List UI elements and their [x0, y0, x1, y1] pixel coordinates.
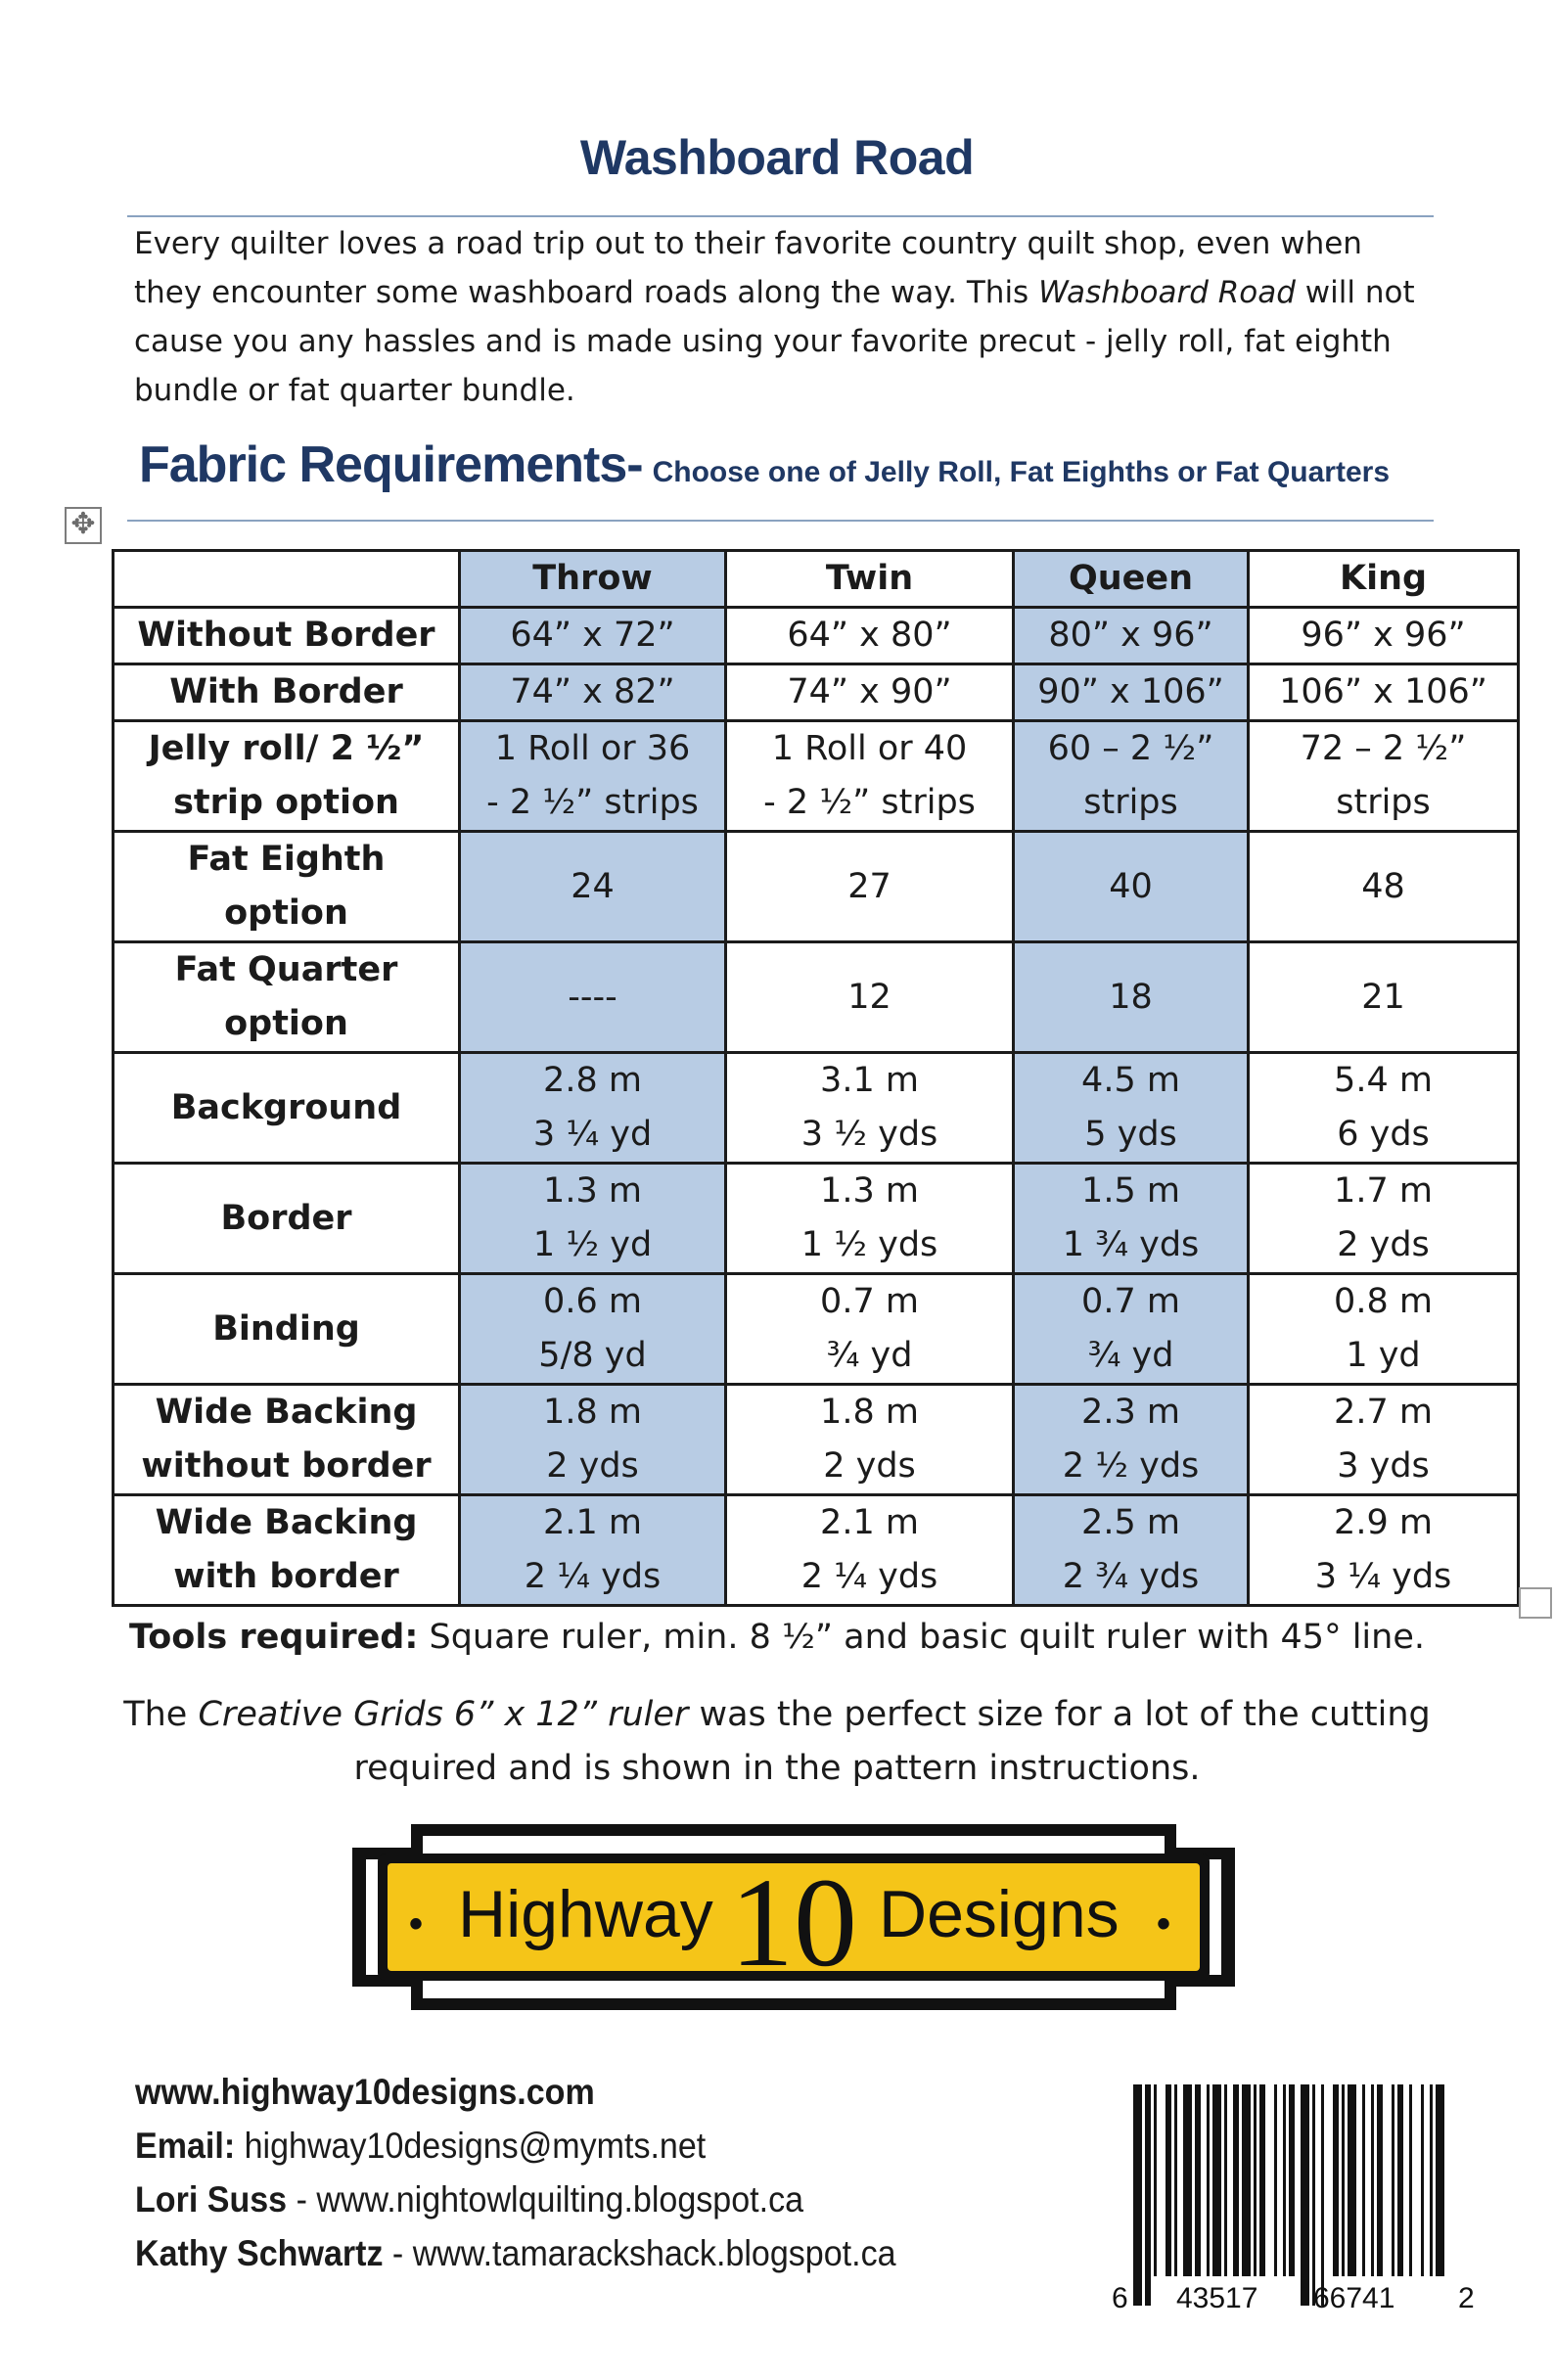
cell-line: 1 Roll or 36 [494, 729, 691, 768]
barcode-bar [1166, 2084, 1171, 2276]
row-header [114, 1164, 460, 1274]
row-header-line: with border [173, 1557, 399, 1596]
table-corner-cell [114, 551, 460, 608]
barcode-bar [1342, 2084, 1345, 2276]
table-row [114, 608, 1519, 664]
ruler-note-post: was the perfect size for a lot of the cutting required and is shown in the pattern instructions. [353, 1695, 1431, 1788]
logo-bullet-left: • [409, 1902, 424, 1945]
upc-barcode [1106, 2081, 1478, 2315]
table-cell [1249, 832, 1519, 942]
row-header-line: Wide Backing [155, 1393, 418, 1432]
barcode-bar [1259, 2084, 1265, 2276]
row-header-line: With Border [169, 672, 403, 711]
column-header-twin: Twin [726, 551, 1014, 608]
cell-line: 1.3 m [820, 1171, 919, 1211]
fabric-heading-underline [127, 520, 1434, 522]
cell-line: 18 [1109, 977, 1153, 1017]
cell-line: - 2 ½” strips [486, 783, 699, 822]
column-header-throw: Throw [460, 551, 726, 608]
logo-highway: Highway [458, 1877, 713, 1951]
cell-line: 74” x 90” [787, 672, 952, 711]
barcode-bar [1312, 2084, 1315, 2306]
email-label: Email: [135, 2126, 236, 2166]
barcode-bar [1397, 2084, 1403, 2276]
row-header-line: Fat Eighth [187, 840, 386, 879]
row-header [114, 1385, 460, 1495]
ruler-note-italic: Creative Grids 6” x 12” ruler [198, 1695, 689, 1734]
table-cell [460, 721, 726, 832]
title-underline [127, 215, 1434, 217]
cell-line: 72 – 2 ½” [1300, 729, 1467, 768]
cell-line: 48 [1361, 866, 1405, 906]
table-cell [726, 1274, 1014, 1385]
cell-line: 2 ¾ yds [1062, 1557, 1200, 1596]
cell-line: 5.4 m [1334, 1061, 1433, 1100]
cell-line: 2.1 m [543, 1503, 642, 1542]
table-cell [460, 608, 726, 664]
cell-line: 1.5 m [1081, 1171, 1180, 1211]
barcode-digits-right: 66741 [1313, 2282, 1395, 2314]
lori-site[interactable]: - www.nightowlquilting.blogspot.ca [287, 2179, 804, 2220]
table-cell [1014, 721, 1249, 832]
cell-line: 2 yds [1337, 1225, 1430, 1264]
table-header-row [114, 551, 1519, 608]
table-row [114, 1053, 1519, 1164]
barcode-bar [1145, 2084, 1151, 2306]
cell-line: 2 yds [823, 1446, 916, 1486]
table-cell [726, 1495, 1014, 1606]
cell-line: 2.8 m [543, 1061, 642, 1100]
cell-line: 106” x 106” [1279, 672, 1487, 711]
cell-line: 3 yds [1337, 1446, 1430, 1486]
barcode-bar [1242, 2084, 1251, 2276]
barcode-bar [1212, 2084, 1221, 2276]
cell-line: 5 yds [1084, 1115, 1177, 1154]
table-cell [1249, 1274, 1519, 1385]
table-cell [460, 664, 726, 721]
barcode-bar [1377, 2084, 1383, 2276]
cell-line: 2 yds [546, 1446, 639, 1486]
cell-line: 4.5 m [1081, 1061, 1180, 1100]
fabric-requirements-heading [139, 435, 1440, 494]
table-cell [726, 1164, 1014, 1274]
cell-line: 1 ¾ yds [1062, 1225, 1200, 1264]
intro-text-1: Every quilter loves a road trip out to their favorite country quilt shop, even when they encounter some washboard roads along the way. This [134, 226, 1362, 310]
cell-line: 6 yds [1337, 1115, 1430, 1154]
table-cell [726, 721, 1014, 832]
cell-line: 2 ¼ yds [524, 1557, 662, 1596]
logo-designs: Designs [879, 1877, 1120, 1951]
table-row [114, 942, 1519, 1053]
table-cell [1249, 942, 1519, 1053]
website-link[interactable]: www.highway10designs.com [135, 2072, 595, 2112]
table-cell [1249, 1053, 1519, 1164]
barcode-bar [1274, 2084, 1277, 2276]
barcode-bar [1195, 2084, 1201, 2276]
table-cell [1014, 1495, 1249, 1606]
cell-line: 40 [1109, 866, 1153, 906]
table-row [114, 1385, 1519, 1495]
kathy-line [135, 2226, 945, 2280]
row-header [114, 1274, 460, 1385]
fabric-requirements-table [112, 549, 1520, 1607]
table-row [114, 1495, 1519, 1606]
table-cell [726, 1385, 1014, 1495]
cell-line: 60 – 2 ½” [1047, 729, 1214, 768]
row-header-line: Jelly roll/ 2 ½” [148, 729, 425, 768]
table-cell [1014, 942, 1249, 1053]
barcode-bar [1421, 2084, 1424, 2276]
cell-line: 1 yd [1346, 1336, 1421, 1375]
barcode-bar [1348, 2084, 1356, 2276]
table-cell [1249, 1164, 1519, 1274]
cell-line: 90” x 106” [1037, 672, 1224, 711]
barcode-bar [1174, 2084, 1177, 2276]
cell-line: 1.7 m [1334, 1171, 1433, 1211]
cell-line: 2 ½ yds [1062, 1446, 1200, 1486]
cell-line: 0.8 m [1334, 1282, 1433, 1321]
cell-line: 2 ¼ yds [800, 1557, 938, 1596]
contact-info [135, 2065, 945, 2280]
table-cell [1014, 664, 1249, 721]
table-cell [726, 942, 1014, 1053]
barcode-bar [1409, 2084, 1412, 2276]
barcode-bar [1362, 2084, 1365, 2276]
cell-line: 2.9 m [1334, 1503, 1433, 1542]
table-cell [460, 1053, 726, 1164]
table-cell [1014, 1385, 1249, 1495]
barcode-bar [1154, 2084, 1157, 2276]
cell-line: 64” x 80” [787, 616, 952, 655]
cell-line: 5/8 yd [538, 1336, 647, 1375]
cell-line: ¾ yd [826, 1336, 913, 1375]
barcode-bar [1333, 2084, 1339, 2276]
kathy-name: Kathy Schwartz [135, 2233, 384, 2273]
logo-number: 10 [730, 1853, 857, 1993]
cell-line: 1.8 m [543, 1393, 642, 1432]
cell-line: 1.3 m [543, 1171, 642, 1211]
lori-line [135, 2173, 945, 2226]
tools-text: Square ruler, min. 8 ½” and basic quilt ruler with 45° line. [418, 1618, 1425, 1657]
row-header-line: without border [141, 1446, 432, 1486]
barcode-bar [1207, 2084, 1210, 2276]
cell-line: 3 ¼ yds [1314, 1557, 1452, 1596]
cell-line: 3 ¼ yd [532, 1115, 653, 1154]
row-header [114, 664, 460, 721]
cell-line: 0.6 m [543, 1282, 642, 1321]
cell-line: 21 [1361, 977, 1405, 1017]
tools-label: Tools required: [129, 1618, 419, 1657]
cell-line: 1 ½ yd [532, 1225, 653, 1264]
barcode-bar [1301, 2084, 1309, 2306]
table-cell [1014, 1053, 1249, 1164]
website-line [135, 2065, 945, 2119]
table-cell [1249, 608, 1519, 664]
lori-name: Lori Suss [135, 2179, 288, 2220]
barcode-bars [1133, 2084, 1444, 2306]
row-header [114, 721, 460, 832]
barcode-bar [1430, 2084, 1433, 2276]
fabric-heading-main: Fabric Requirements- [139, 436, 643, 493]
email-address[interactable]: highway10designs@mymts.net [235, 2126, 707, 2166]
kathy-site[interactable]: - www.tamarackshack.blogspot.ca [383, 2233, 896, 2273]
page-title: Washboard Road [579, 130, 975, 185]
cell-line: 12 [847, 977, 891, 1017]
table-cell [726, 608, 1014, 664]
row-header [114, 832, 460, 942]
table-cell [460, 832, 726, 942]
table-cell [1249, 1385, 1519, 1495]
table-cell [460, 1164, 726, 1274]
table-body [114, 608, 1519, 1606]
cell-line: 74” x 82” [510, 672, 675, 711]
table-move-handle-icon[interactable]: ✥ [65, 507, 102, 544]
intro-text-2: will not cause you any hassles and is made using your favorite precut - jelly roll, fat eighth bundle or fat quarter bundle. [134, 275, 1415, 408]
ruler-note-pre: The [123, 1695, 199, 1734]
email-line [135, 2119, 945, 2173]
intro-italic: Washboard Road [1038, 275, 1296, 310]
barcode-digits-left: 43517 [1176, 2282, 1258, 2314]
table-cell [1014, 1164, 1249, 1274]
table-cell [726, 832, 1014, 942]
tools-required [0, 1613, 1554, 1662]
table-row [114, 832, 1519, 942]
table-cell [1249, 721, 1519, 832]
row-header [114, 608, 460, 664]
row-header-line: Background [170, 1087, 402, 1127]
barcode-bar [1283, 2084, 1286, 2276]
row-header-line: Border [220, 1198, 352, 1238]
cell-line: ¾ yd [1087, 1336, 1174, 1375]
barcode-bar [1233, 2084, 1239, 2276]
fabric-heading-sub: Choose one of Jelly Roll, Fat Eighths or Fat Quarters [652, 456, 1391, 488]
barcode-bar [1183, 2084, 1192, 2276]
row-header-line: Without Border [137, 616, 435, 655]
cell-line: 2.1 m [820, 1503, 919, 1542]
table-row [114, 1164, 1519, 1274]
cell-line: 64” x 72” [510, 616, 675, 655]
cell-line: 3 ½ yds [800, 1115, 938, 1154]
row-header [114, 1053, 460, 1164]
barcode-bar [1254, 2084, 1257, 2276]
cell-line: 0.7 m [1081, 1282, 1180, 1321]
cell-line: 1 Roll or 40 [771, 729, 968, 768]
cell-line: 3.1 m [820, 1061, 919, 1100]
table-row [114, 721, 1519, 832]
table-cell [460, 1274, 726, 1385]
table-cell [726, 1053, 1014, 1164]
cell-line: 80” x 96” [1048, 616, 1213, 655]
barcode-bar [1133, 2084, 1142, 2306]
row-header-line: option [224, 893, 348, 933]
cell-line: 1.8 m [820, 1393, 919, 1432]
row-header-line: Binding [212, 1308, 360, 1349]
table-cell [1014, 832, 1249, 942]
table-header [114, 551, 1519, 608]
cell-line: 2.7 m [1334, 1393, 1433, 1432]
cell-line: 1 ½ yds [800, 1225, 938, 1264]
barcode-digit-first: 6 [1112, 2282, 1128, 2314]
cell-line: strips [1336, 783, 1431, 822]
barcode-bar [1392, 2084, 1394, 2276]
table-cell [460, 942, 726, 1053]
cell-line: strips [1083, 783, 1178, 822]
barcode-bar [1371, 2084, 1374, 2276]
logo-bullet-right: • [1157, 1902, 1171, 1945]
row-header [114, 942, 460, 1053]
table-cell [1249, 664, 1519, 721]
cell-line: 0.7 m [820, 1282, 919, 1321]
highway10-designs-logo [343, 1807, 1245, 2028]
table-cell [1014, 1274, 1249, 1385]
row-header-line: Fat Quarter [174, 950, 398, 989]
cell-line: - 2 ½” strips [763, 783, 976, 822]
column-header-king: King [1249, 551, 1519, 608]
table-row [114, 664, 1519, 721]
cell-line: 24 [571, 866, 615, 906]
column-header-queen: Queen [1014, 551, 1249, 608]
barcode-digit-last: 2 [1458, 2282, 1475, 2314]
barcode-bar [1436, 2084, 1444, 2276]
row-header [114, 1495, 460, 1606]
table-cell [460, 1495, 726, 1606]
table-row [114, 1274, 1519, 1385]
cell-line: 2.5 m [1081, 1503, 1180, 1542]
table-cell [1014, 608, 1249, 664]
table-cell [726, 664, 1014, 721]
barcode-bar [1321, 2084, 1324, 2306]
row-header-line: Wide Backing [155, 1503, 418, 1542]
ruler-note [98, 1688, 1456, 1796]
barcode-bar [1289, 2084, 1295, 2276]
row-header-line: option [224, 1004, 348, 1043]
cell-line: 96” x 96” [1301, 616, 1466, 655]
cell-line: 27 [847, 866, 891, 906]
table-cell [1249, 1495, 1519, 1606]
barcode-bar [1224, 2084, 1227, 2276]
table-cell [460, 1385, 726, 1495]
intro-paragraph [134, 219, 1436, 415]
cell-line: ---- [568, 977, 617, 1017]
cell-line: 2.3 m [1081, 1393, 1180, 1432]
row-header-line: strip option [173, 783, 399, 822]
